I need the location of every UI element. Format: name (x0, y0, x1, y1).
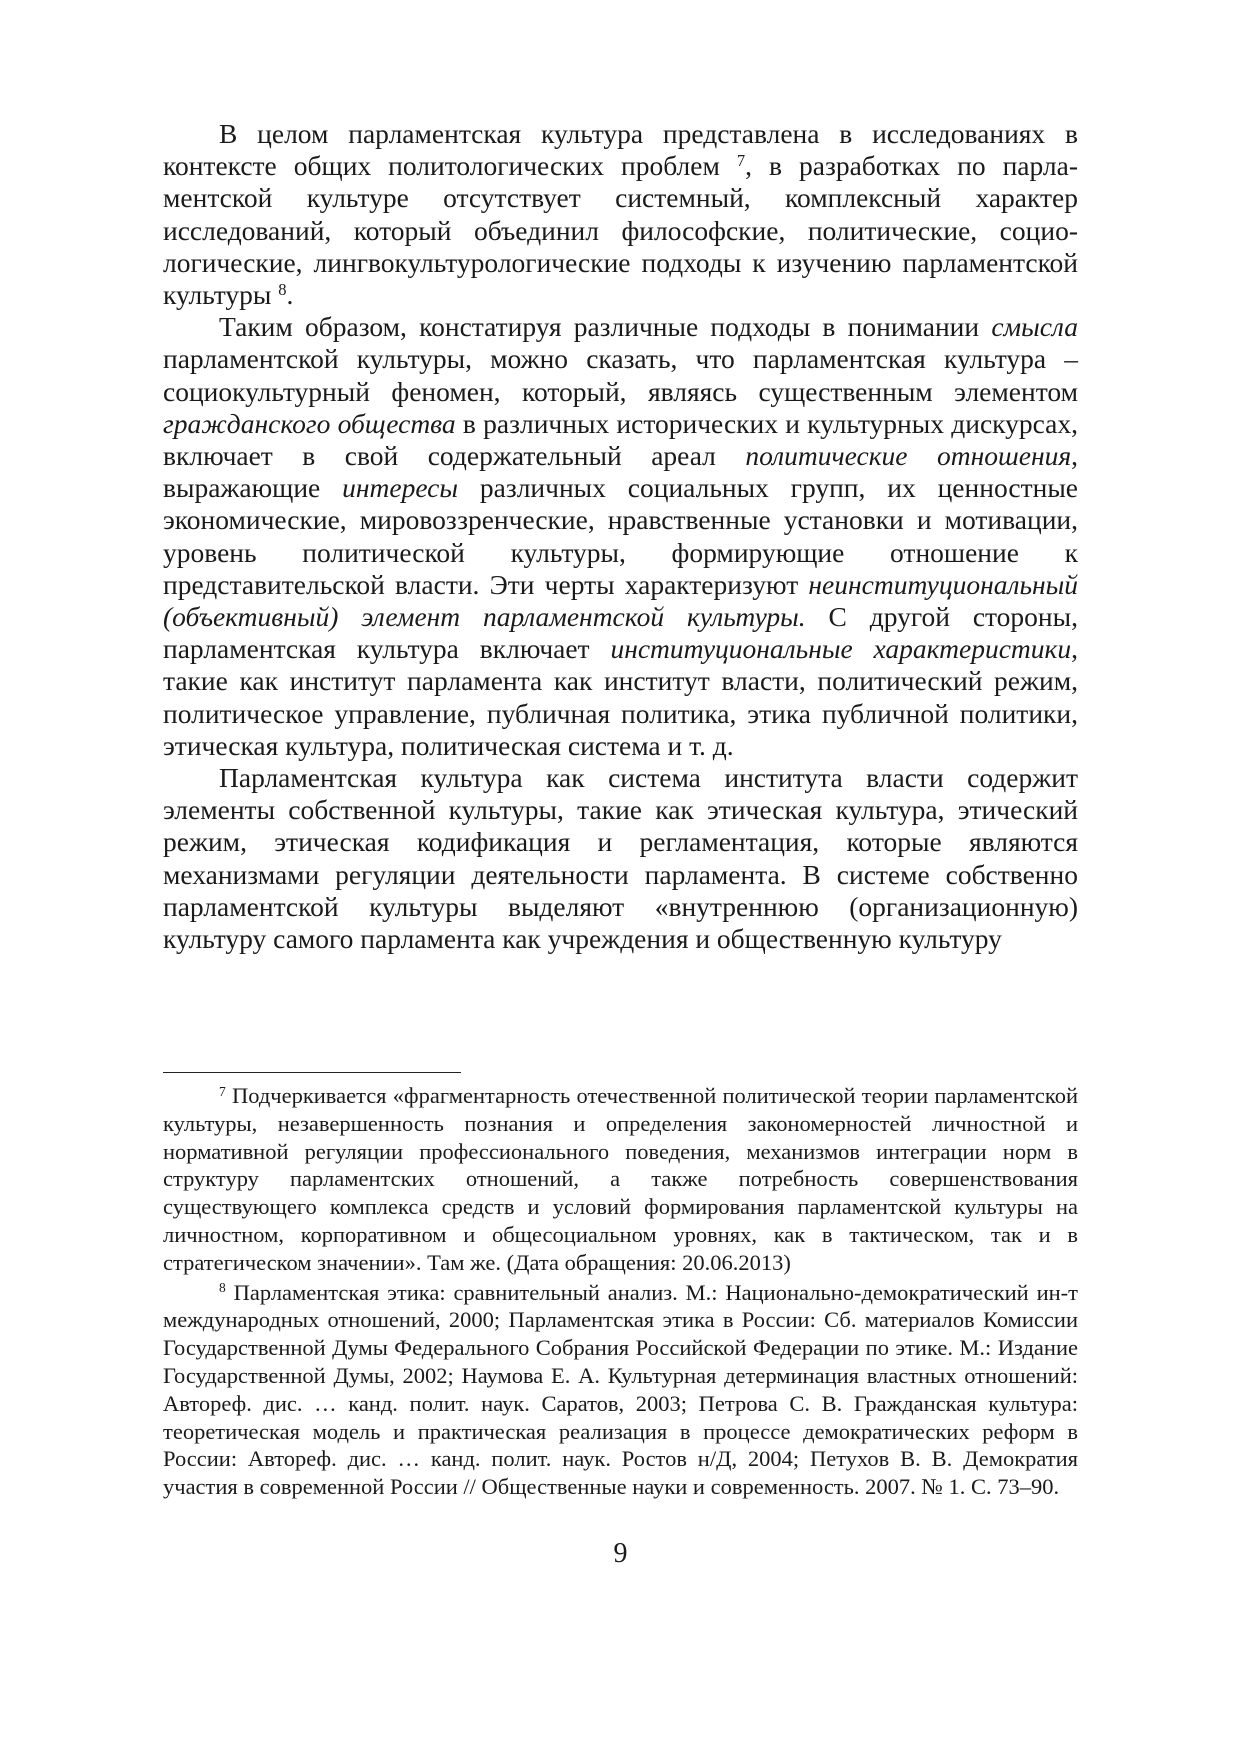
footnote (163, 1082, 1078, 1277)
footnotes (163, 1082, 1078, 1501)
paragraph (163, 311, 1078, 762)
page-number: 9 (613, 1538, 628, 1569)
paragraph-text: Парламентская культура как система института власти содержит элементы собственной культуры, такие как этическая культура, этический режим, этическая кодификация и регламентация, которые являются механизмами регуляции деятельности парламента. В системе собственно парламентской культуры выделяют «внутреннюю (организационную) культуру самого парламента как учреждения и общественную культуру (163, 762, 1078, 955)
emphasis-text: смысла (991, 311, 1078, 343)
paragraph-text: С другой стороны, парламентская культура включает (163, 601, 1078, 665)
paragraph (163, 118, 1078, 311)
footnote-ref: 8 (278, 279, 287, 299)
emphasis-text: институциональные характеристики (610, 633, 1072, 665)
footnote-number: 8 (219, 1280, 226, 1296)
paragraph-text: в различных исторических и культурных дискурсах, включает в свой содержательный ареал (163, 407, 1079, 472)
paragraph (163, 762, 1078, 955)
footnote-ref: 7 (736, 151, 746, 171)
paragraph-text: , выражающие (163, 440, 1079, 504)
emphasis-text: гражданского общества (163, 407, 456, 439)
emphasis-text: политические отношения (745, 440, 1072, 472)
footnote (163, 1279, 1078, 1501)
paragraph-text: , такие как институт парламента как институт власти, политический режим, политическое управление, публичная политика, этика публичной политики, этическая культура, политическая система и т. д. (163, 633, 1078, 761)
paragraph-text: . (286, 279, 294, 311)
paragraph-text: различных социальных групп, их ценностные экономические, мировоззренческие, нравственные установки и мотивации, уровень политической культуры, формирующие отношение к представительской власти. Эти черты характеризуют (163, 472, 1078, 600)
footnote-text: Парламентская этика: сравнительный анализ. М.: Национально-демократический ин-т международных отношений, 2000; Парламентская этика в России: Сб. материалов Комиссии Государственной Думы Федерального Собрания Российской Федерации по этике. М.: Издание Государственной Думы, 2002; Наумова Е. А. Культурная детерминация властных отношений: Автореф. дис. … канд. полит. наук. Саратов, 2003; Петрова С. В. Гражданская культура: теоретическая модель и практическая реализация в процессе демократических реформ в России: Автореф. дис. … канд. полит. наук. Ростов н/Д, 2004; Петухов В. В. Демократия участия в современной России // Общественные науки и современность. 2007. № 1. С. 73–90. (163, 1279, 1078, 1500)
body-text (163, 118, 1078, 955)
emphasis-text: интересы (342, 472, 459, 504)
footnote-text: Подчеркивается «фрагментарность отечественной политической теории парламентской культуры, незавершенность познания и определения закономерностей личностной и нормативной регуляции профессионального поведения, механизмов интеграции норм в структуру парламентских отношений, а также потребность совершенствования существующего комплекса средств и условий формирования парламентской культуры на личностном, корпоративном и общесоциальном уровнях, как в тактическом, так и в стратегическом значении». Там же. (Дата обращения: 20.06.2013) (163, 1083, 1078, 1275)
paragraph-text: парламентской культуры, можно сказать, что парламентская культура – социокультурный феномен, который, являясь существенным элементом (163, 343, 1078, 407)
paragraph-text: В целом парламентская культура представлена в исследованиях в контексте общих политологических проблем (163, 118, 1078, 182)
emphasis-text: неинституциональный (объективный) элемент парламентской культуры. (163, 568, 1078, 633)
paragraph-text: , в разработках по парламентской культуре отсутствует системный, комплексный характер исследований, который объединил философские, политические, социологические, лингвокультурологические подходы к изучению парламентской культуры (163, 150, 1078, 311)
page-body (163, 118, 1078, 955)
footnote-number: 7 (219, 1083, 226, 1099)
paragraph-text: Таким образом, констатируя различные подходы в понимании (219, 311, 992, 343)
footnote-separator (163, 1072, 461, 1073)
